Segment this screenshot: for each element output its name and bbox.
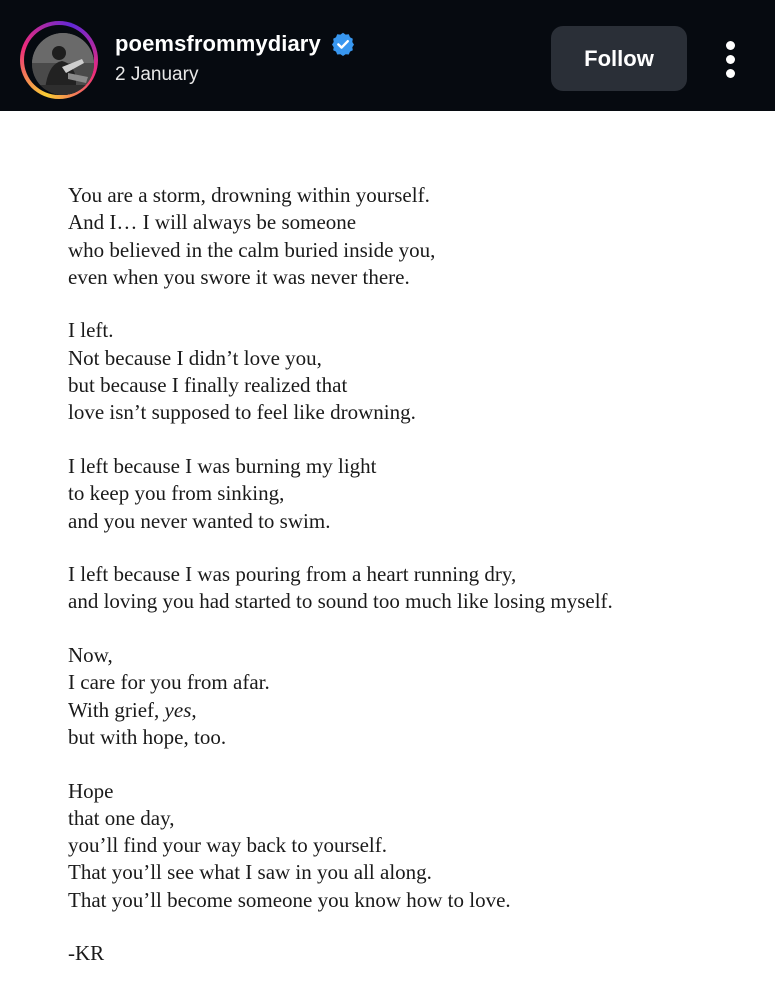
username[interactable]: poemsfrommydiary xyxy=(115,31,321,56)
poem-line: That you’ll see what I saw in you all along. xyxy=(68,860,432,885)
poem-line: who believed in the calm buried inside you, xyxy=(68,237,436,262)
poem-text xyxy=(68,182,758,968)
poem-line: love isn’t supposed to feel like drowning. xyxy=(68,400,416,425)
poem-line: I left. xyxy=(68,318,114,343)
avatar-frame xyxy=(24,25,94,95)
stanza xyxy=(68,642,758,751)
post-header xyxy=(0,0,775,111)
follow-button[interactable]: Follow xyxy=(551,26,687,91)
more-dot xyxy=(726,41,735,50)
poem-line: even when you swore it was never there. xyxy=(68,264,410,289)
avatar-photo-icon xyxy=(32,33,94,95)
emphasis-yes: yes xyxy=(164,697,192,722)
poem-line xyxy=(68,697,758,724)
post-date: 2 January xyxy=(115,64,199,85)
poem-line: That you’ll become someone you know how to love. xyxy=(68,887,511,912)
verified-badge-icon xyxy=(331,32,355,56)
grief-comma: , xyxy=(191,697,197,722)
stanza xyxy=(68,453,758,535)
poem-line: Now, xyxy=(68,643,113,668)
poem-line: and you never wanted to swim. xyxy=(68,508,331,533)
username-row xyxy=(115,29,355,59)
poem-line: but with hope, too. xyxy=(68,724,227,749)
poem-line: You are a storm, drowning within yourself. xyxy=(68,183,430,207)
poem-line: Not because I didn’t love you, xyxy=(68,345,322,370)
poem-line: I left because I was pouring from a heart running dry, xyxy=(68,562,517,587)
story-ring[interactable] xyxy=(20,21,98,99)
poem-line: and loving you had started to sound too much like losing myself. xyxy=(68,589,613,614)
poem-line: that one day, xyxy=(68,805,175,830)
poem-line: I left because I was burning my light xyxy=(68,453,377,478)
grief-text: With grief, xyxy=(68,697,165,722)
more-dot xyxy=(726,55,735,64)
poem-line: but because I finally realized that xyxy=(68,373,348,398)
poem-line: I care for you from afar. xyxy=(68,670,270,695)
poem-line: Hope xyxy=(68,778,114,803)
avatar[interactable] xyxy=(32,33,94,95)
poem-line: you’ll find your way back to yourself. xyxy=(68,833,388,858)
poem-line: to keep you from sinking, xyxy=(68,481,285,506)
stanza xyxy=(68,778,758,914)
stanza xyxy=(68,561,758,616)
stanza xyxy=(68,317,758,426)
signature: -KR xyxy=(68,941,105,966)
more-options-icon[interactable] xyxy=(716,38,746,82)
more-dot xyxy=(726,69,735,78)
poem-line: And I… I will always be someone xyxy=(68,210,357,235)
stanza xyxy=(68,182,758,291)
